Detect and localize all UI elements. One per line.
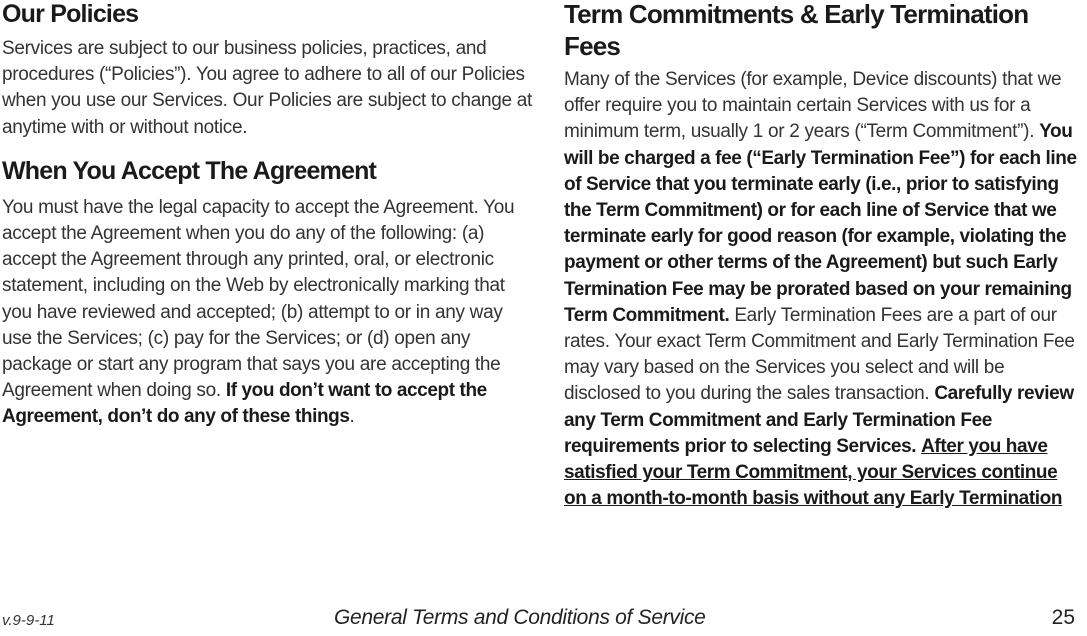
policies-heading: Our Policies xyxy=(2,0,139,28)
term-underlined-text: After you have satisfied your Term Commitment, your Services continue on a month-to-month basis without any Early Termination xyxy=(564,435,1063,510)
accept-bold-text: If you don’t want to accept the Agreement, don’t do any of these things xyxy=(2,380,487,428)
version-label: v.9-9-11 xyxy=(2,612,55,629)
term-text-2: Early Termination Fees are a part of our rates. Your exact Term Commitment and Early Termination Fee may vary based on the Services you select and will be disclosed to you during the sales transaction. xyxy=(564,304,1075,405)
right-column xyxy=(564,0,1084,512)
footer-title: General Terms and Conditions of Service xyxy=(334,606,706,629)
page-number: 25 xyxy=(1051,606,1075,629)
term-paragraph xyxy=(564,67,1084,512)
term-heading: Term Commitments & Early Termination Fees xyxy=(564,0,1029,61)
term-text: Many of the Services (for example, Device discounts) that we offer require you to maintain certain Services with us for a minimum term, usually 1 or 2 years (“Term Commitment”). xyxy=(564,69,1062,143)
accept-heading: When You Accept The Agreement xyxy=(2,156,377,185)
left-column xyxy=(2,0,532,431)
term-bold-text-1: You will be charged a fee (“Early Termination Fee”) for each line of Service that you terminate early (i.e., prior to satisfying the Term Commitment) or for each line of Service that we terminate early for good reason (for example, violating the payment or other terms of the Agreement) but such Early Termination Fee may be prorated based on your remaining Term Commitment. xyxy=(564,121,1077,326)
accept-paragraph xyxy=(2,195,532,431)
accept-end: . xyxy=(349,406,355,428)
policies-paragraph xyxy=(2,36,532,141)
term-bold-text-2: Carefully review any Term Commitment and Early Termination Fee requirements prior to selecting Services. xyxy=(564,383,1074,457)
accept-text: You must have the legal capacity to accept the Agreement. You accept the Agreement when you do any of the following: (a) accept the Agreement through any printed, oral, or electronic statement, including on the Web by electronically marking that you have reviewed and accepted; (b) attempt to or in any way use the Services; (c) pay for the Services; or (d) open any package or start any program that says you are accepting the Agreement when doing so. xyxy=(2,196,515,402)
policies-text: Services are subject to our business policies, practices, and procedures (“Policies”). You agree to adhere to all of our Policies when you use our Services. Our Policies are subject to change at anytime with or without notice. xyxy=(2,38,532,138)
